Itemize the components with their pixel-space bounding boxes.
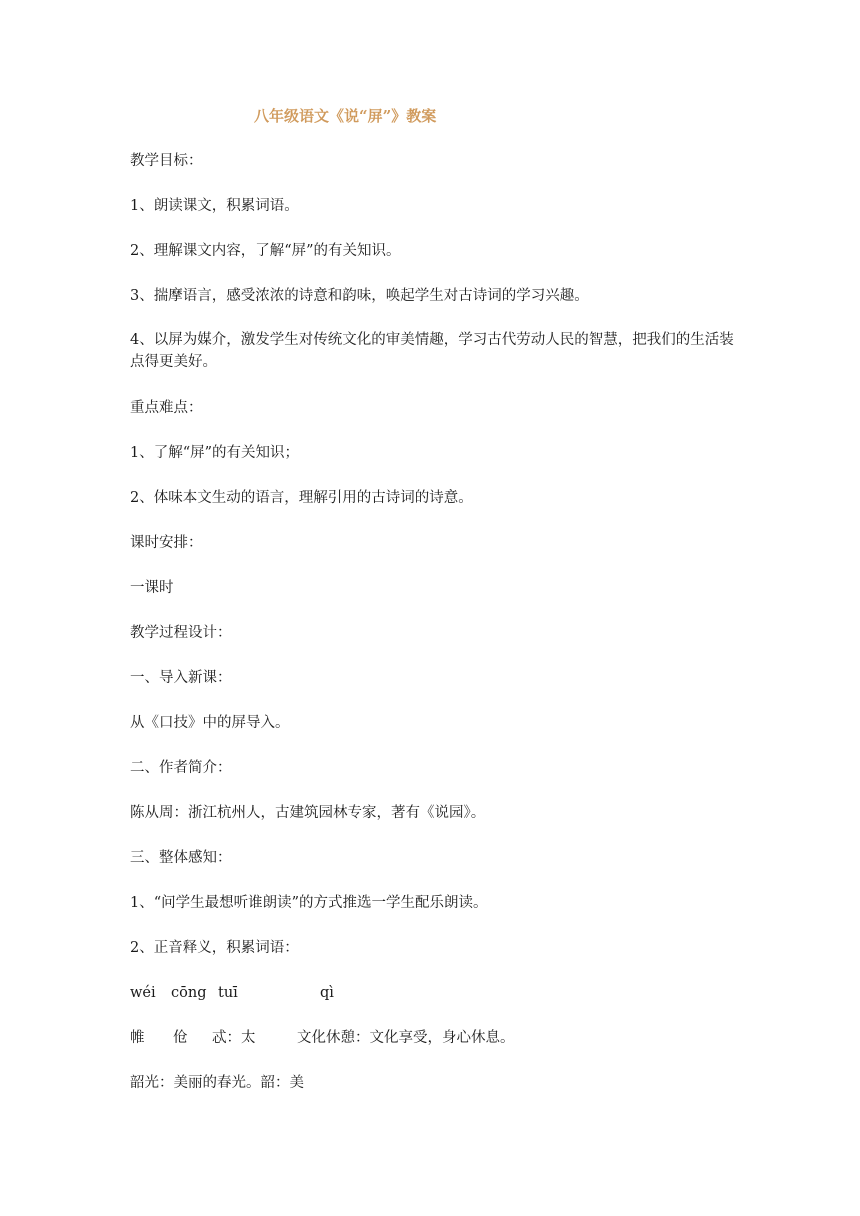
gloss-tei: 忒：太 (212, 1030, 256, 1046)
process-heading: 教学过程设计： (130, 625, 232, 641)
section-2-heading: 二、作者简介： (130, 760, 232, 776)
goal-item-2: 2、理解课文内容，了解“屏”的有关知识。 (130, 243, 401, 259)
pinyin-qi: qì (320, 985, 334, 1001)
goal-item-3: 3、揣摩语言，感受浓浓的诗意和韵味，唤起学生对古诗词的学习兴趣。 (130, 288, 589, 304)
gloss-wei: 帷 (130, 1030, 145, 1046)
section-1-heading: 一、导入新课： (130, 670, 232, 686)
pinyin-row (130, 982, 430, 1004)
gloss-wenhua-xiuqi: 文化休憩：文化享受，身心休息。 (297, 1030, 515, 1046)
pinyin-wei: wéi (130, 985, 156, 1001)
key-point-2: 2、体味本文生动的语言，理解引用的古诗词的诗意。 (130, 490, 473, 506)
pinyin-cong: cōng (171, 985, 207, 1001)
gloss-row (130, 1027, 630, 1049)
shaoguang-gloss: 韶光：美丽的春光。韶：美 (130, 1075, 304, 1091)
gloss-cang: 伧 (173, 1030, 188, 1046)
goal-item-4: 4、以屏为媒介，激发学生对传统文化的审美情趣，学习古代劳动人民的智慧，把我们的生活装点得更美好。 (130, 332, 734, 370)
key-points-heading: 重点难点： (130, 400, 203, 416)
section-2-text: 陈从周：浙江杭州人，古建筑园林专家，著有《说园》。 (130, 805, 486, 821)
schedule-heading: 课时安排： (130, 535, 203, 551)
section-3-heading: 三、整体感知： (130, 850, 232, 866)
schedule-value: 一课时 (130, 580, 174, 596)
goal-item-1: 1、朗读课文，积累词语。 (130, 198, 299, 214)
goals-heading: 教学目标： (130, 153, 203, 169)
pinyin-tui: tuī (218, 985, 238, 1001)
key-point-1: 1、了解“屏”的有关知识； (130, 445, 300, 461)
section-3-item-1: 1、“问学生最想听谁朗读”的方式推选一学生配乐朗读。 (130, 895, 488, 911)
section-1-text: 从《口技》中的屏导入。 (130, 715, 290, 731)
section-3-item-2: 2、正音释义，积累词语： (130, 940, 299, 956)
document-title: 八年级语文《说“屏”》教案 (254, 107, 437, 125)
